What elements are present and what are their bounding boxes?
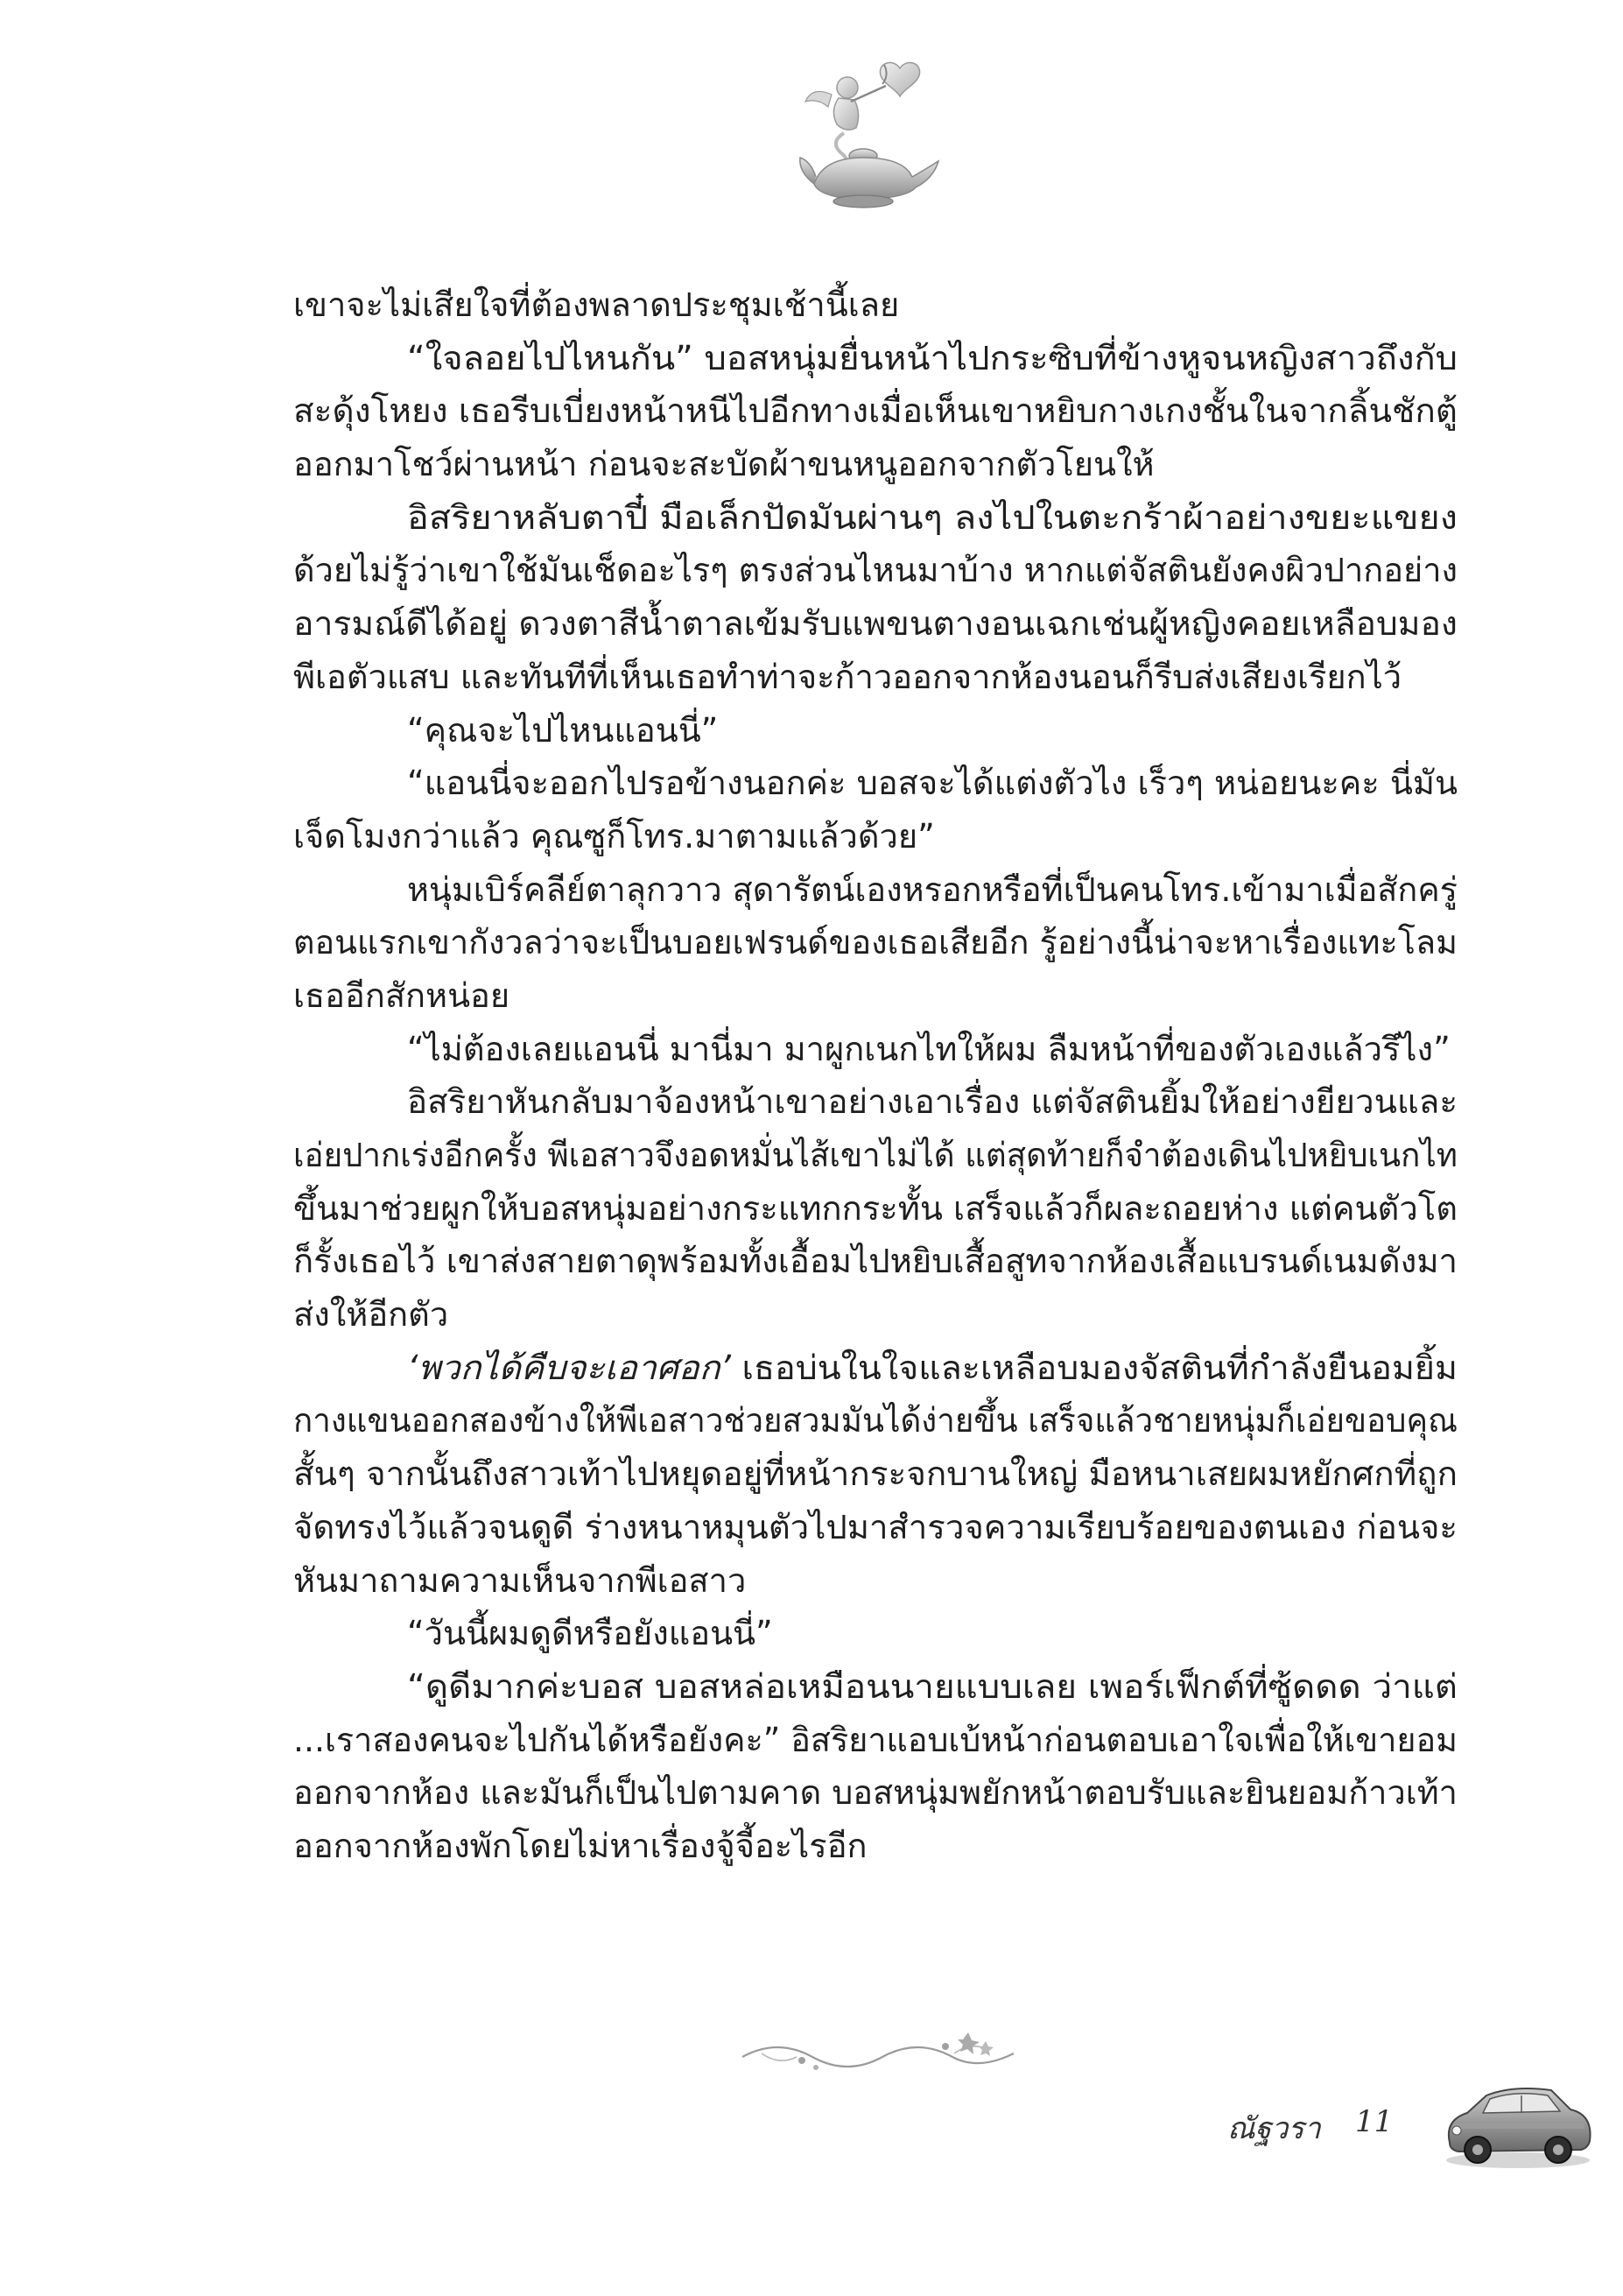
text-line [293, 384, 1458, 438]
floral-divider-icon [735, 2027, 1024, 2080]
line-text: ขึ้นมาช่วยผูกให้บอสหนุ่มอย่างกระแทกกระทั้น เสร็จแล้วก็ผละถอยห่าง แต่คนตัวโต [293, 1188, 1458, 1228]
line-text: สั้นๆ จากนั้นถึงสาวเท้าไปหยุดอยู่ที่หน้ากระจกบานใหญ่ มือหนาเสยผมหยักศกที่ถูก [293, 1454, 1458, 1494]
text-line [293, 1820, 1458, 1873]
text-line [293, 651, 1458, 704]
text-line [293, 810, 1458, 863]
line-text: “วันนี้ผมดูดีหรือยังแอนนี่” [407, 1614, 773, 1653]
text-line [293, 438, 1458, 491]
text-line [293, 544, 1458, 597]
line-text: พีเอตัวแสบ และทันทีที่เห็นเธอทำท่าจะก้าวออกจากห้องนอนก็รีบส่งเสียงเรียกไว้ [293, 657, 1402, 696]
line-text: กางแขนออกสองข้างให้พีเอสาวช่วยสวมมันได้ง่ายขึ้น เสร็จแล้วชายหนุ่มก็เอ่ยขอบคุณ [293, 1401, 1458, 1440]
text-line [293, 916, 1458, 969]
line-text: สะดุ้งโหยง เธอรีบเบี่ยงหน้าหนีไปอีกทางเมื่อเห็นเขาหยิบกางเกงชั้นในจากลิ้นชักตู้ [293, 391, 1458, 431]
text-line [293, 491, 1458, 545]
text-line [293, 969, 1458, 1023]
line-text: เขาจะไม่เสียใจที่ต้องพลาดประชุมเช้านี้เลย [293, 285, 900, 324]
line-text: ออกจากห้องพักโดยไม่หาเรื่องจู้จี้อะไรอีก [293, 1826, 868, 1865]
line-text: เจ็ดโมงกว่าแล้ว คุณซูก็โทร.มาตามแล้วด้วย” [293, 816, 935, 856]
line-text: ออกจากห้อง และมันก็เป็นไปตามคาด บอสหนุ่มพยักหน้าตอบรับและยินยอมก้าวเท้า [293, 1773, 1458, 1813]
line-text [407, 1342, 1458, 1395]
line-text: หนุ่มเบิร์คลีย์ตาลุกวาว สุดารัตน์เองหรอกหรือที่เป็นคนโทร.เข้ามาเมื่อสักครู่ [407, 870, 1458, 909]
line-text: “ใจลอยไปไหนกัน” บอสหนุ่มยื่นหน้าไปกระซิบที่ข้างหูจนหญิงสาวถึงกับ [407, 338, 1458, 377]
line-text: “คุณจะไปไหนแอนนี่” [407, 710, 719, 750]
line-text: อิสริยาหลับตาปี๋ มือเล็กปัดมันผ่านๆ ลงไปในตะกร้าผ้าอย่างขยะแขยง [407, 497, 1458, 537]
line-text: ออกมาโชว์ผ่านหน้า ก่อนจะสะบัดผ้าขนหนูออกจากตัวโยนให้ [293, 445, 1155, 484]
text-line [293, 1182, 1458, 1236]
text-line [293, 1075, 1458, 1129]
text-line [293, 757, 1458, 810]
line-text: เอ่ยปากเร่งอีกครั้ง พีเอสาวจึงอดหมั่นไส้เขาไม่ได้ แต่สุดท้ายก็จำต้องเดินไปหยิบเนกไท [293, 1136, 1458, 1174]
line-text: อิสริยาหันกลับมาจ้องหน้าเขาอย่างเอาเรื่อง แต่จัสตินยิ้มให้อย่างยียวนและ [407, 1082, 1458, 1122]
line-text: จัดทรงไว้แล้วจนดูดี ร่างหนาหมุนตัวไปมาสำรวจความเรียบร้อยของตนเอง ก่อนจะ [293, 1507, 1458, 1546]
line-text-rest: เธอบ่นในใจและเหลือบมองจัสตินที่กำลังยืนอมยิ้ม [730, 1348, 1458, 1387]
text-line [293, 1235, 1458, 1288]
text-line [293, 863, 1458, 917]
text-line [293, 1607, 1458, 1660]
line-text: ...เราสองคนจะไปกันได้หรือยังคะ” อิสริยาแอบเบ้หน้าก่อนตอบเอาใจเพื่อให้เขายอม [293, 1720, 1458, 1759]
line-text: “ไม่ต้องเลยแอนนี่ มานี่มา มาผูกเนกไทให้ผม ลืมหน้าที่ของตัวเองแล้วรึไง” [407, 1029, 1451, 1068]
line-text: “แอนนี่จะออกไปรอข้างนอกค่ะ บอสจะได้แต่งตัวไง เร็วๆ หน่อยนะคะ นี่มัน [407, 764, 1458, 803]
text-line [293, 1023, 1458, 1076]
mini-car-icon [1437, 2069, 1595, 2174]
text-line [293, 1766, 1458, 1820]
text-line [293, 1714, 1458, 1767]
text-line [293, 1501, 1458, 1554]
text-line [293, 1288, 1458, 1342]
text-line [293, 1342, 1458, 1395]
running-title: ณัฐวรา [1227, 2111, 1321, 2146]
text-line [293, 278, 1458, 332]
body-text [293, 278, 1458, 1873]
page-footer [1010, 2062, 1623, 2185]
page-number: 11 [1355, 2104, 1394, 2139]
line-text: “ดูดีมากค่ะบอส บอสหล่อเหมือนนายแบบเลย เพอร์เฟ็กต์ที่ซู้ดดด ว่าแต่ [407, 1666, 1458, 1706]
cupid-lamp-ornament-icon [788, 53, 954, 210]
line-text: เธออีกสักหน่อย [293, 975, 510, 1015]
italic-thought: ‘พวกได้คืบจะเอาศอก’ [407, 1348, 731, 1387]
text-line [293, 1394, 1458, 1447]
text-line [293, 332, 1458, 385]
line-text: ก็รั้งเธอไว้ เขาส่งสายตาดุพร้อมทั้งเอื้อมไปหยิบเสื้อสูทจากห้องเสื้อแบรนด์เนมดังมา [293, 1242, 1458, 1281]
text-line [293, 1129, 1458, 1182]
text-line [293, 1660, 1458, 1714]
line-text: อารมณ์ดีได้อยู่ ดวงตาสีน้ำตาลเข้มรับแพขนตางอนเฉกเช่นผู้หญิงคอยเหลือบมอง [293, 604, 1458, 644]
line-text: ส่งให้อีกตัว [293, 1295, 449, 1335]
text-line [293, 1447, 1458, 1501]
line-text: ตอนแรกเขากังวลว่าจะเป็นบอยเฟรนด์ของเธอเสียอีก รู้อย่างนี้น่าจะหาเรื่องแทะโลม [293, 923, 1458, 962]
text-line [293, 704, 1458, 757]
text-line [293, 1554, 1458, 1608]
line-text: ด้วยไม่รู้ว่าเขาใช้มันเช็ดอะไรๆ ตรงส่วนไหนมาบ้าง หากแต่จัสตินยังคงผิวปากอย่าง [293, 551, 1458, 590]
line-text: หันมาถามความเห็นจากพีเอสาว [293, 1560, 747, 1600]
text-line [293, 597, 1458, 651]
